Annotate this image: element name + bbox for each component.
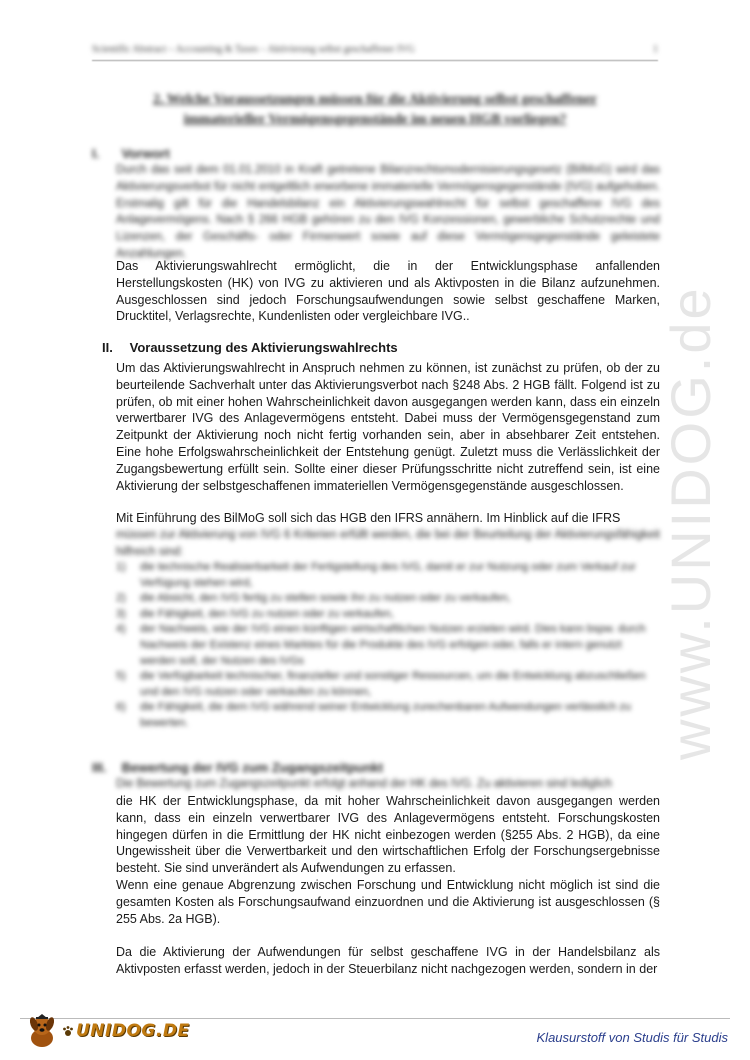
paw-icon xyxy=(62,1025,74,1037)
page-number: 1 xyxy=(653,44,658,55)
watermark: www.UNIDOG.de xyxy=(659,285,722,760)
list-item: 2) die Absicht, den IVG fertig zu stellen sowie ihn zu nutzen oder zu verkaufen, xyxy=(116,592,511,605)
criteria-list xyxy=(116,560,660,732)
list-item: 5) die Verfügbarkeit technischer, finanzieller und sonstiger Ressourcen, um die Entwicklung abzuschließen und den IVG nutzen oder verkaufen zu können, xyxy=(116,670,646,698)
dog-mascot-icon xyxy=(22,1012,62,1050)
footer-slogan: Klausurstoff von Studis für Studis xyxy=(536,1030,728,1045)
section-3-paragraph-3: Da die Aktivierung der Aufwendungen für selbst geschaffene IVG in der Handelsbilanz als Aktivposten erfasst werden, jedoch in der Steuerbilanz nicht nachgezogen werden, sondern in der xyxy=(116,945,660,976)
list-item: 1) die technische Realisierbarkeit der Fertigstellung des IVG, damit er zur Nutzung oder zum Verkauf zur Verfügung stehen wird, xyxy=(116,561,636,589)
header-title: Scientific Abstract – Accounting & Taxes – Aktivierung selbst geschaffener IVG xyxy=(92,44,415,55)
running-header xyxy=(92,44,658,55)
section-2-paragraph-2 xyxy=(116,510,660,560)
section-2-number: II. xyxy=(102,340,113,355)
title-line-2: immaterieller Vermögensgegenstände im neuen HGB vorliegen? xyxy=(183,112,567,127)
section-2-heading xyxy=(102,340,398,355)
section-3-title: Bewertung der IVG zum Zugangszeitpunkt xyxy=(121,760,384,775)
section-1-heading xyxy=(92,146,170,161)
section-3-number: III. xyxy=(92,760,107,775)
section-3-paragraph-1: die HK der Entwicklungsphase, da mit hoher Wahrscheinlichkeit davon ausgegangen werden kann, dass ein einzeln verwertbarer IVG des Anlagevermögens entsteht. Forschungskosten hingegen dürfen in die Ermittlung der HK nicht einbezogen werden (§255 Abs. 2 HGB), da eine Ungewissheit über die Verwertbarkeit und den wirtschaftlichen Erfolg der Forschungsergebnisse besteht. Sie sind unverändert als Aufwendungen zu erfassen. xyxy=(116,794,660,876)
list-item: 6) die Fähigkeit, die dem IVG während seiner Entwicklung zurechenbaren Aufwendungen verlässlich zu bewerten. xyxy=(116,701,632,729)
section-1-title: Vorwort xyxy=(121,146,170,161)
header-divider xyxy=(92,60,658,61)
title-line-1: 2. Welche Voraussetzungen müssen für die Aktivierung selbst geschaffener xyxy=(153,92,597,107)
section-3-heading xyxy=(92,760,383,775)
list-item: 4) der Nachweis, wie der IVG einen künftigen wirtschaftlichen Nutzen erzielen wird. Dies kann bspw. durch Nachweis der Existenz eines Marktes für die Produkte des IVG erfolgen oder, falls er intern genutzt werden soll, der Nutzen des IVGs xyxy=(116,623,646,667)
unidog-logo[interactable] xyxy=(22,1012,190,1050)
section-2-paragraph-1: Um das Aktivierungswahlrecht in Anspruch nehmen zu können, ist zunächst zu prüfen, ob der zu beurteilende Sachverhalt unter das Aktivierungsverbot nach §248 Abs. 2 HGB fällt. Folgend ist zu prüfen, ob mit einer hohen Wahrscheinlichkeit davon ausgegangen werden kann, dass ein einzeln verwertbarer IVG des Anlagevermögens entsteht. Dabei muss der Vermögensgegenstand zum Zeitpunkt der Aktivierung noch nicht fertig vorhanden sein, aber in absehbarer Zeit entstehen. Eine hohe Erfolgswahrscheinlichkeit der Entstehung genügt. Zuletzt muss die Verlässlichkeit der Zugangsbewertung erfüllt sein. Sollte einer dieser Prüfungsschritte nicht zutreffend sein, ist eine Aktivierung der selbstgeschaffenen immateriellen Vermögensgegenstände ausgeschlossen. xyxy=(116,361,660,493)
section-2-title: Voraussetzung des Aktivierungswahlrechts xyxy=(129,340,398,355)
section-1-number: I. xyxy=(92,146,100,161)
list-item: 3) die Fähigkeit, den IVG zu nutzen oder zu verkaufen, xyxy=(116,607,394,620)
section-2-paragraph-2-blurred: müssen zur Aktivierung von IVG 6 Kriterien erfüllt werden, die bei der Beurteilung der Aktivierungsfähigkeit hilfreich sind: xyxy=(116,528,660,558)
section-3-paragraph-2: Wenn eine genaue Abgrenzung zwischen Forschung und Entwicklung nicht möglich ist sind die gesamten Kosten als Forschungsaufwand einzuordnen und die Aktivierung ist ausgeschlossen (§ 255 Abs. 2a HGB). xyxy=(116,878,660,926)
section-1-blurred-paragraph: Durch das seit dem 01.01.2010 in Kraft getretene Bilanzrechtsmodernisierungsgesetz (BilMoG) wird das Aktivierungsverbot für nicht entgeltlich erworbene immaterielle Vermögensgegenstände (IVG) aufgehoben. Erstmalig gilt für die Handelsbilanz ein Aktivierungswahlrecht für selbst geschaffene IVG des Anlagevermögens. Nach § 266 HGB gehören zu den IVG Konzessionen, gewerbliche Schutzrechte und Lizenzen, der Geschäfts- oder Firmenwert sowie auf diese Vermögensgegenstände geleistete Anzahlungen. xyxy=(116,164,660,260)
section-2-paragraph-2-clear: Mit Einführung des BilMoG soll sich das HGB den IFRS annähern. Im Hinblick auf die IFRS xyxy=(116,511,621,525)
document-title xyxy=(110,90,640,130)
logo-text: UNIDOG.DE xyxy=(76,1021,190,1041)
section-1-paragraph: Das Aktivierungswahlrecht ermöglicht, die in der Entwicklungsphase anfallenden Herstellungskosten (HK) von IVG zu aktivieren und als Aktivposten in die Bilanz aufzunehmen. Ausgeschlossen sind jedoch Forschungsaufwendungen sowie selbst geschaffene Marken, Drucktitel, Verlagsrechte, Kundenlisten oder vergleichbare IVG.. xyxy=(116,259,660,324)
section-3-blurred-line: Die Bewertung zum Zugangszeitpunkt erfolgt anhand der HK des IVG. Zu aktivieren sind lediglich xyxy=(116,778,613,790)
